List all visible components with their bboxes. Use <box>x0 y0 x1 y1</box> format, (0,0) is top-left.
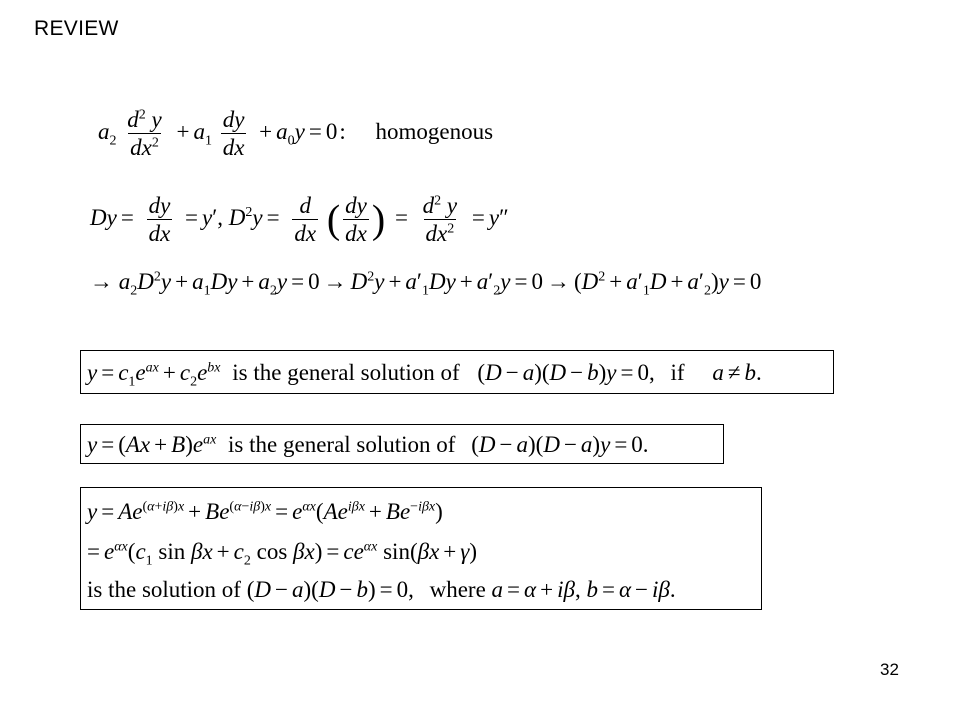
distinct-roots-box: $y = c_1e^{ax} + c_2e^{bx}$ is the general solution of (D − a)(D − b)y = 0, if a ≠ b. <box>80 350 834 394</box>
page-title: REVIEW <box>34 17 119 40</box>
box1-text-2: if <box>670 360 685 385</box>
repeated-roots-box: $y = (Ax + B)e^{ax}$ is the general solution of (D − a)(D − a)y = 0. <box>80 424 724 464</box>
homogeneous-equation: $a_2$ $\frac{d^2 y}{dx^2}$ + $a_1$ $\frac{dy}{dx}$ + $a_0y = 0$: homogenous <box>98 107 494 160</box>
homogeneous-label: homogenous <box>375 118 494 144</box>
complex-roots-box: $y = Ae^{(\alpha+i\beta)x} + Be^{(\alpha-i\beta)x} = e^{\alpha x}(Ae^{i\beta x} + Be^{-i\beta x})$ = $e^{\alpha x}(c_1$ $\sin \beta x + c_2$ $\cos \beta x) = ce^{\alpha x}$ sin(βx + γ) is the solution of (D − a)(D − b) = 0, where a = α + iβ, b = α − iβ. <box>80 487 762 610</box>
box3-text-2: where <box>429 577 486 602</box>
operator-form-equation: → $a_2D^2y + a_1Dy + a_2y = 0 \to D^2y + a'_1Dy + a'_2y = 0 \to (D^2 + a'_1D + a'_2)y = 0$ <box>90 269 762 299</box>
page-number: 32 <box>880 660 899 679</box>
box2-text: is the general solution of <box>228 432 456 457</box>
box1-text-1: is the general solution of <box>232 360 460 385</box>
d-operator-definition: Dy = $\frac{dy}{dx}$ = y′, $D^2y$ = $\frac{d}{dx}$ ( $\frac{dy}{dx}$ ) = $\frac{d^2 y}{dx^2}$ = y″ <box>90 193 509 246</box>
box3-text-1: is the solution of <box>87 577 241 602</box>
